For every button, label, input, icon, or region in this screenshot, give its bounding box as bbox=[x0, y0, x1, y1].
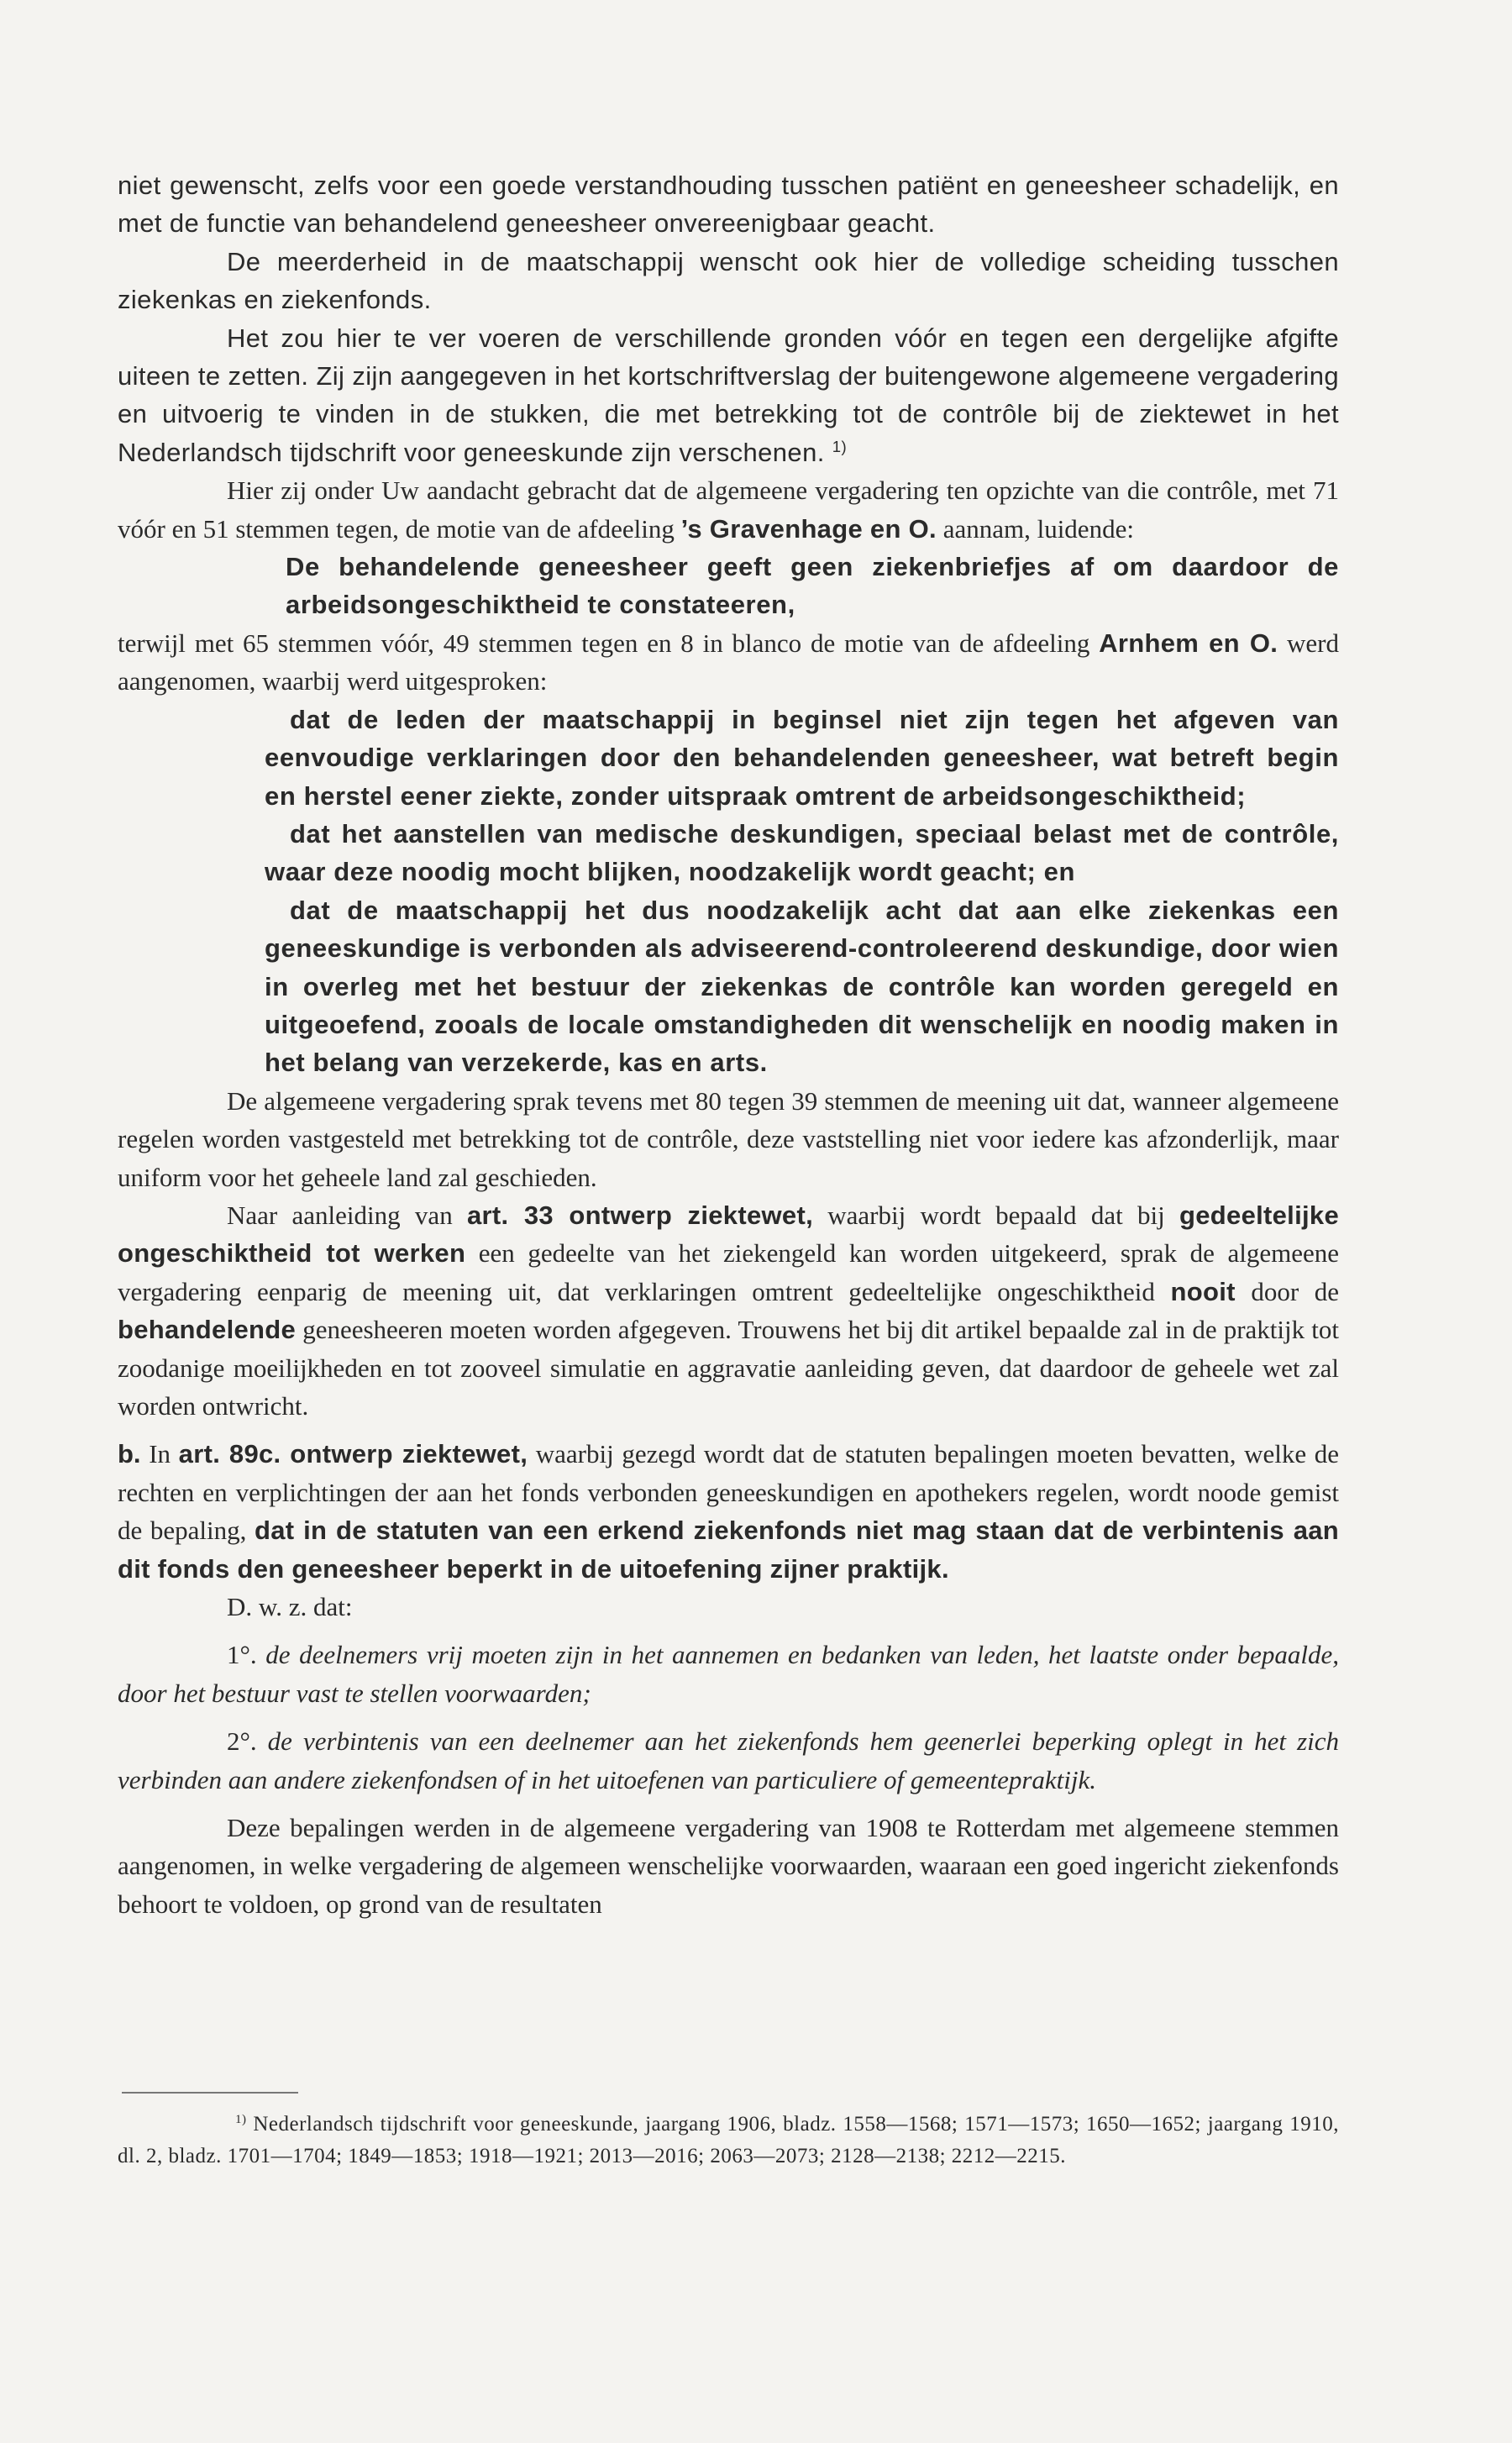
paragraph-8: b. In art. 89c. ontwerp ziektewet, waarbij gezegd wordt dat de statuten bepalingen moeten bevatten, welke de rechten en verplichtingen der aan het fonds verbonden geneeskundigen en apothekers regelen, wordt noode gemist de bepaling, dat in de statuten van een erkend ziekenfonds niet mag staan dat de verbintenis aan dit fonds den geneesheer beperkt in de uitoefening zijner praktijk. bbox=[118, 1439, 1340, 1584]
resolution-3: dat de maatschappij het dus noodzakelijk acht dat aan elke ziekenkas een geneeskundige is verbonden als adviseerend-controleerend deskundige, door wien in overleg met het bestuur der ziekenkas de contrôle kan worden geregeld en uitgeoefend, zooals de locale omstandigheden dit wenschelijk en noodig maken in het belang van verzekerde, kas en arts. bbox=[265, 895, 1339, 1078]
paragraph-7: Naar aanleiding van art. 33 ontwerp ziektewet, waarbij wordt bepaald dat bij gedeeltelijke ongeschiktheid tot werken een gedeelte van het ziekengeld kan worden uitgekeerd, sprak de algemeene vergadering eenparig de meening uit, dat verklaringen omtrent gedeeltelijke ongeschiktheid nooit door de behandelende geneesheeren moeten worden afgegeven. Trouwens het bij dit artikel bepaalde zal in de praktijk tot zoodanige moeilijkheden en tot zooveel simulatie en aggravatie aanleiding geven, dat daardoor de geheele wet zal worden ontwricht. bbox=[118, 1200, 1340, 1421]
footnote-text: Nederlandsch tijdschrift voor geneeskunde, jaargang 1906, bladz. 1558—1568; 1571—1573; 1650—1652; jaargang 1910, dl. 2, bladz. 1701—1704; 1849—1853; 1918—1921; 2013—2016; 2063—2073; 2128—2138; 2212—2215. bbox=[118, 2113, 1340, 2167]
paragraph-1: niet gewenscht, zelfs voor een goede verstandhouding tusschen patiënt en geneesheer schadelijk, en met de functie van behandelend geneesheer onvereenigbaar geacht. bbox=[118, 171, 1339, 239]
footnote-reference[interactable]: 1) bbox=[832, 437, 848, 455]
footnote bbox=[118, 2109, 1339, 2172]
paragraph-4: Hier zij onder Uw aandacht gebracht dat de algemeene vergadering ten opzichte van die contrôle, met 71 vóór en 51 stemmen tegen, de motie van de afdeeling ’s Gravenhage en O. aannam, luidende: bbox=[118, 475, 1339, 544]
paragraph-6: De algemeene vergadering sprak tevens met 80 tegen 39 stemmen de meening uit dat, wanneer algemeene regelen worden vastgesteld met betrekking tot de contrôle, deze vaststelling niet voor iedere kas afzonderlijk, maar uniform voor het geheele land zal geschieden. bbox=[118, 1085, 1339, 1192]
list-number-1: 1°. bbox=[227, 1640, 257, 1670]
footnote-divider bbox=[122, 2092, 298, 2094]
paragraph-2: De meerderheid in de maatschappij wenscht ook hier de volledige scheiding tusschen ziekenkas en ziekenfonds. bbox=[118, 246, 1339, 315]
paragraph-9: Deze bepalingen werden in de algemeene vergadering van 1908 te Rotterdam met algemeene stemmen aangenomen, in welke vergadering de algemeen wenschelijke voorwaarden, waaraan een goed ingericht ziekenfonds behoort te voldoen, op grond van de resultaten bbox=[118, 1813, 1339, 1919]
list-item-2: 2°. de verbintenis van een deelnemer aan het ziekenfonds hem geenerlei beperking oplegt in het zich verbinden aan andere ziekenfondsen of in het uitoefenen van particuliere of gemeentepraktijk. bbox=[118, 1726, 1339, 1794]
body-text bbox=[118, 166, 1339, 1923]
item-label-b: b. bbox=[118, 1439, 141, 1469]
resolution-1: dat de leden der maatschappij in beginsel niet zijn tegen het afgeven van eenvoudige verklaringen door den behandelenden geneesheer, wat betreft begin en herstel eener ziekte, zonder uitspraak omtrent de arbeidsongeschiktheid; bbox=[265, 704, 1339, 811]
dwz-line: D. w. z. dat: bbox=[227, 1592, 353, 1622]
resolution-2: dat het aanstellen van medische deskundigen, speciaal belast met de contrôle, waar deze noodig mocht blijken, noodzakelijk wordt geacht; en bbox=[265, 818, 1339, 887]
paragraph-5: terwijl met 65 stemmen vóór, 49 stemmen tegen en 8 in blanco de motie van de afdeeling Arnhem en O. werd aangenomen, waarbij werd uitgesproken: bbox=[118, 628, 1339, 696]
paragraph-3: Het zou hier te ver voeren de verschillende gronden vóór en tegen een dergelijke afgifte uiteen te zetten. Zij zijn aangegeven in het kortschriftverslag der buitengewone algemeene vergadering en uitvoerig te vinden in de stukken, die met betrekking tot de contrôle bij de ziektewet in het Nederlandsch tijdschrift voor geneeskunde zijn verschenen. $^{1)}$ bbox=[118, 323, 1339, 467]
list-item-1: 1°. de deelnemers vrij moeten zijn in het aannemen en bedanken van leden, het laatste onder bepaalde, door het bestuur vast te stellen voorwaarden; bbox=[118, 1640, 1339, 1708]
motion-statement: De behandelende geneesheer geeft geen ziekenbriefjes af om daardoor de arbeidsongeschiktheid te constateeren, bbox=[286, 552, 1339, 620]
footnote-marker: 1) bbox=[235, 2113, 247, 2126]
list-number-2: 2°. bbox=[227, 1726, 257, 1757]
